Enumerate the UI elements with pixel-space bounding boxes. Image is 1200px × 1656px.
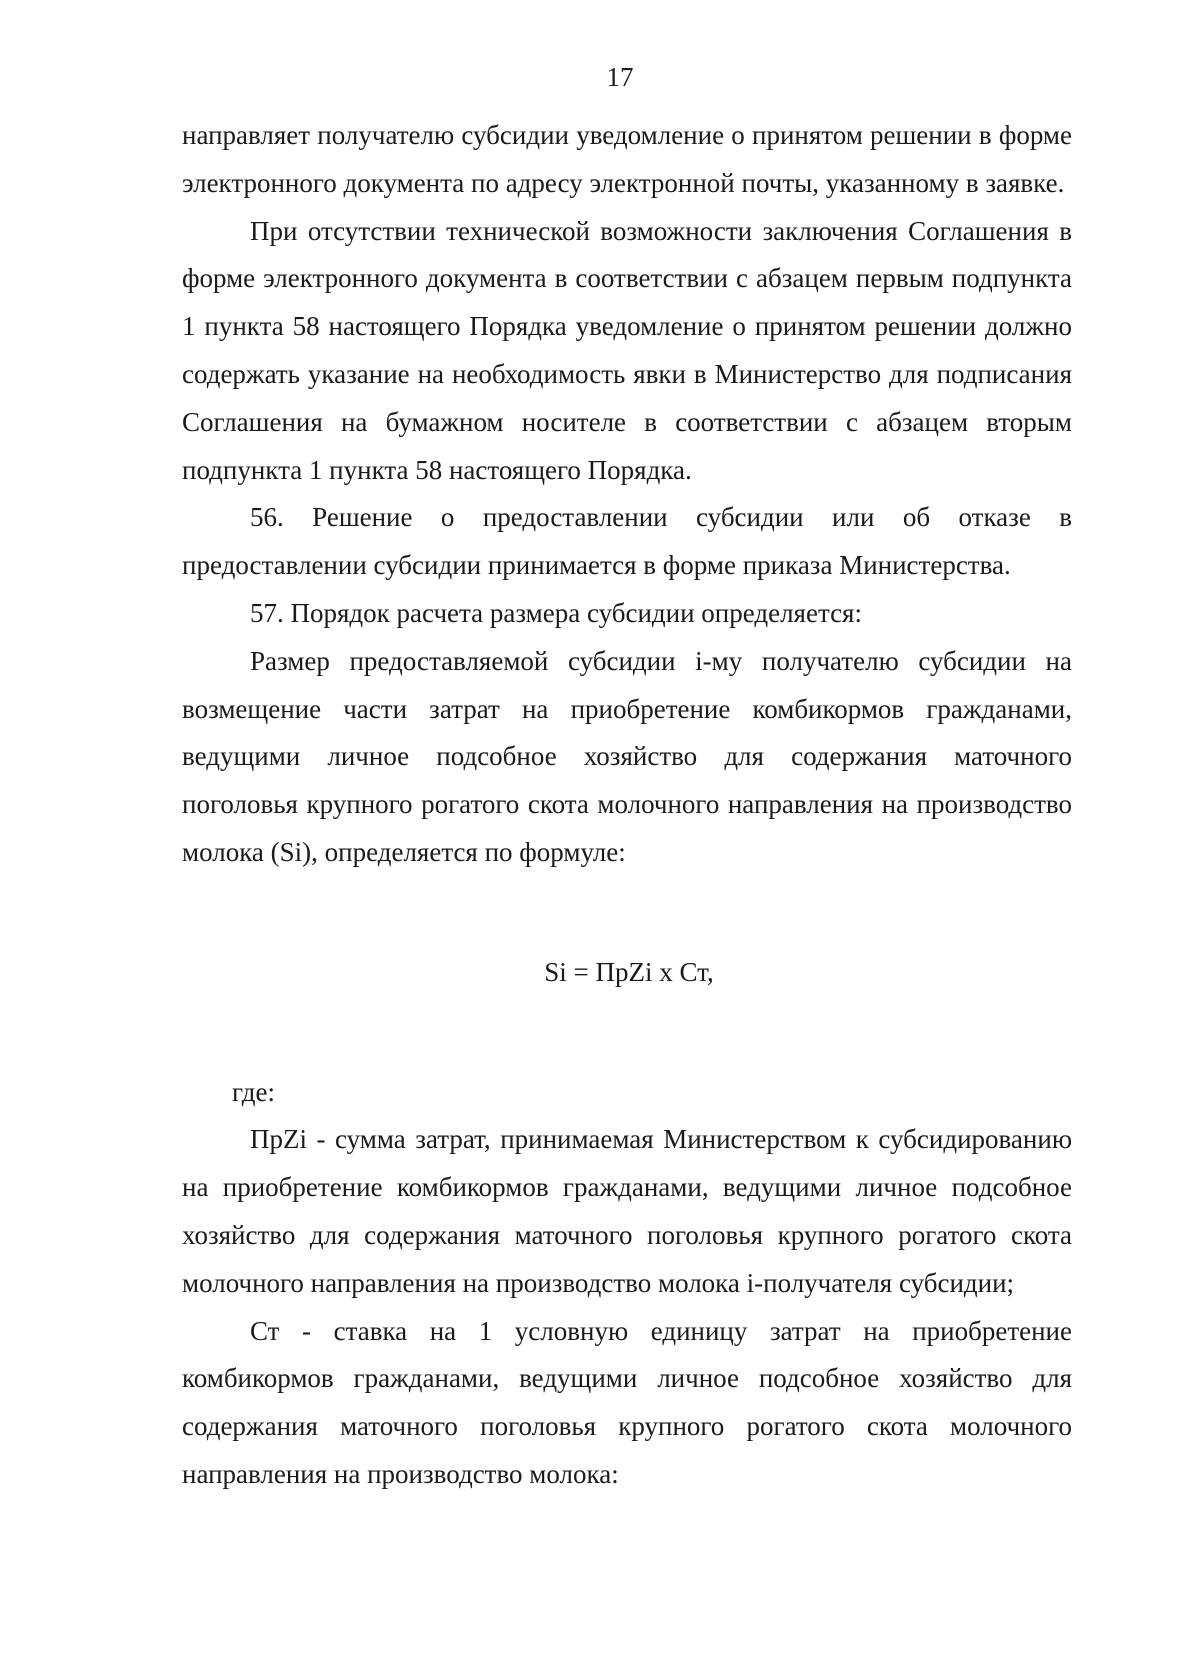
paragraph-subsidy-size: Размер предоставляемой субсидии i-му получателю субсидии на возмещение части затрат на приобретение комбикормов гражданами, ведущими личное подсобное хозяйство для содержания маточного поголовья крупного рогатого скота молочного направления на производство молока (Si), определяется по формуле:	[182, 645, 1072, 867]
document-body	[182, 112, 1072, 1499]
page-number: 17	[606, 62, 634, 92]
paragraph-56: 56. Решение о предоставлении субсидии или об отказе в предоставлении субсидии принимается в форме приказа Министерства.	[182, 502, 1072, 581]
where-label: где:	[232, 1076, 275, 1107]
definition-st: Ст - ставка на 1 условную единицу затрат на приобретение комбикормов гражданами, ведущими личное подсобное хозяйство для содержания маточного поголовья крупного рогатого скота молочного направления на производство молока:	[182, 1315, 1072, 1489]
paragraph-technical-possibility: При отсутствии технической возможности заключения Соглашения в форме электронного документа в соответствии с абзацем первым подпункта 1 пункта 58 настоящего Порядка уведомление о принятом решении должно содержать указание на необходимость явки в Министерство для подписания Соглашения на бумажном носителе в соответствии с абзацем вторым подпункта 1 пункта 58 настоящего Порядка.	[182, 215, 1072, 485]
formula: Si = ПрZi x Ст,	[544, 956, 714, 987]
paragraph-57: 57. Порядок расчета размера субсидии определяется:	[250, 597, 862, 628]
paragraph-notification: направляет получателю субсидии уведомление о принятом решении в форме электронного документа по адресу электронной почты, указанному в заявке.	[182, 120, 1072, 198]
definition-przi: ПрZi - сумма затрат, принимаемая Министерством к субсидированию на приобретение комбикормов гражданами, ведущими личное подсобное хозяйство для содержания маточного поголовья крупного рогатого скота молочного направления на производство молока i-получателя субсидии;	[182, 1124, 1072, 1298]
